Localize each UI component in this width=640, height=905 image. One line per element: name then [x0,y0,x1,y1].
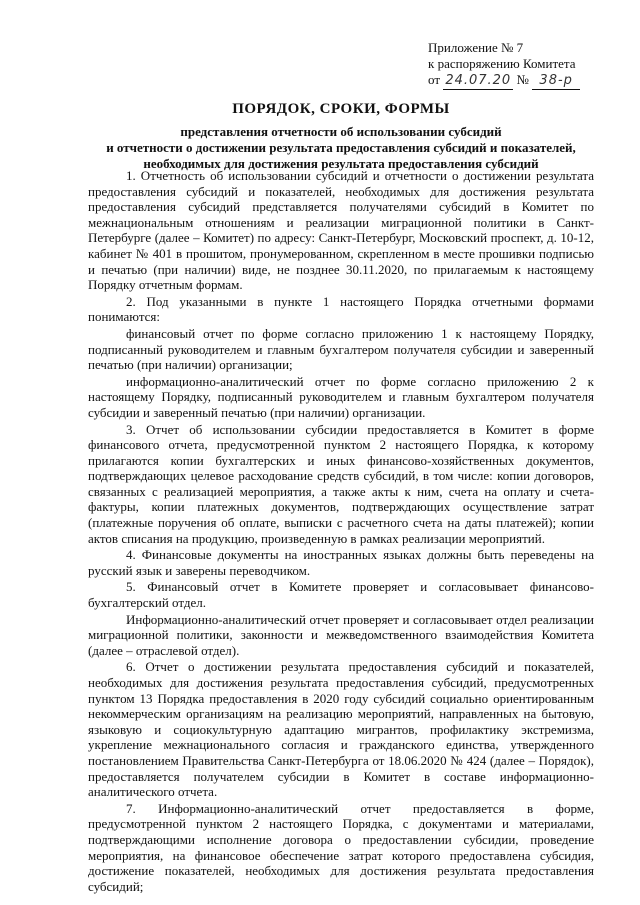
title-sub-line-1: представления отчетности об использовании субсидий [180,124,502,139]
handwritten-date: 24.07.20 [443,73,513,90]
appendix-line-2: к распоряжению Комитета [428,56,576,71]
from-label: от [428,72,441,87]
appendix-line-3 [428,72,580,90]
paragraph-4: 4. Финансовые документы на иностранных языках должны быть переведены на русский язык и заверены переводчиком. [88,547,594,578]
paragraph-1: 1. Отчетность об использовании субсидий и отчетности о достижении результата предоставления субсидий и показателей, необходимых для достижения результата предоставления субсидий представляется получателями субсидий в Комитет по межнациональным отношениям и реализации миграционной политики в Санкт-Петербурге (далее – Комитет) по адресу: Санкт-Петербург, Московский проспект, д. 10-12, кабинет № 401 в прошитом, пронумерованном, скрепленном в месте прошивки подписью и печатью (при наличии) виде, не позднее 30.11.2020, по прилагаемым к настоящему Порядку отчетным формам. [88,168,594,293]
paragraph-2-item-2: информационно-аналитический отчет по форме согласно приложению 2 к настоящему Порядку, подписанный руководителем и главным бухгалтером получателя субсидии и заверенный печатью (при наличии) организации. [88,373,594,420]
document-title [88,100,594,172]
paragraph-2-item-1: финансовый отчет по форме согласно приложению 1 к настоящему Порядку, подписанный руководителем и главным бухгалтером получателя субсидии и заверенный печатью (при наличии) организации; [88,325,594,373]
paragraph-5: 5. Финансовый отчет в Комитете проверяет и согласовывает финансово-бухгалтерский отдел. [88,579,594,611]
title-sub-line-3: необходимых для достижения результата предоставления субсидий [143,156,539,171]
title-sub-line-2: и отчетности о достижении результата предоставления субсидий и показателей, [106,140,576,155]
paragraph-6: 6. Отчет о достижении результата предоставления субсидий и показателей, необходимых для достижения результата предоставления субсидий, предусмотренных пунктом 13 Порядка предоставления в 2020 году субсидий социально ориентированным некоммерческим организациям на реализацию мероприятий, направленных на бытовую, языковую и социокультурную адаптацию мигрантов, профилактику экстремизма, укрепление межнационального согласия и гражданского единства, утвержденного постановлением Правительства Санкт-Петербурга от 18.06.2020 № 424 (далее – Порядок), предоставляется получателем субсидии в Комитет в составе информационно-аналитического отчета. [88,659,594,800]
paragraph-5-continued: Информационно-аналитический отчет проверяет и согласовывает отдел реализации миграционной политики, законности и межведомственного взаимодействия Комитета (далее – отраслевой отдел). [88,611,594,658]
document-body [88,168,594,894]
appendix-header [428,40,580,90]
number-label: № [516,72,529,87]
paragraph-7: 7. Информационно-аналитический отчет предоставляется в форме, предусмотренной пунктом 2 настоящего Порядка, с документами и материалами, подтверждающими исполнение договора о предоставлении субсидии, проведение мероприятия, на финансовое обеспечение затрат которого предоставлена субсидия, достижение показателей, необходимых для достижения результата предоставления субсидий; [88,800,594,894]
paragraph-2: 2. Под указанными в пункте 1 настоящего Порядка отчетными формами понимаются: [88,293,594,325]
handwritten-number: 38-р [532,73,580,90]
title-main: ПОРЯДОК, СРОКИ, ФОРМЫ [232,101,450,117]
appendix-line-1: Приложение № 7 [428,40,524,55]
paragraph-3: 3. Отчет об использовании субсидии предоставляется в Комитет в форме финансового отчета, предусмотренной пунктом 2 настоящего Порядка, к которому прилагаются копии бухгалтерских и иных финансово-хозяйственных документов, подтверждающих целевое расходование средств субсидий, в том числе: копии договоров, связанных с реализацией мероприятия, а также акты к ним, счета на оплату и счета-фактуры, копии платежных документов, подтверждающих осуществление затрат (платежные поручения об оплате, выписки с расчетного счета на даты платежей); копии актов списания на продукцию, произведенную в рамках реализации мероприятий. [88,421,594,546]
